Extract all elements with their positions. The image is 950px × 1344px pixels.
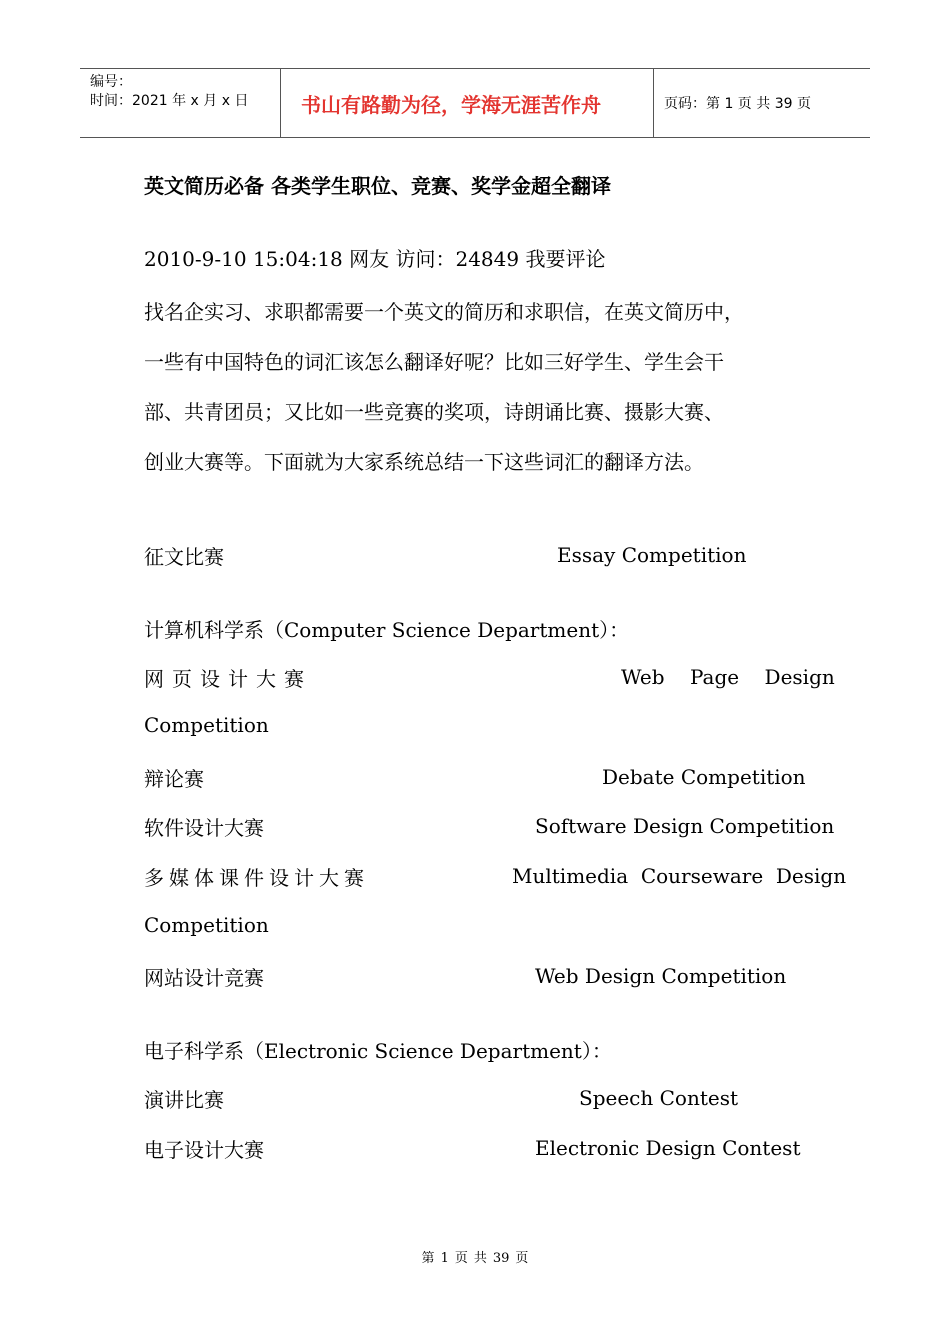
intro-line: 找名企实习、求职都需要一个英文的简历和求职信，在英文简历中， bbox=[144, 300, 744, 324]
time-label: 时间：2021 年 x 月 x 日 bbox=[90, 93, 249, 109]
web-page-en-continued: Competition bbox=[144, 713, 269, 737]
intro-paragraph bbox=[144, 287, 834, 487]
intro-line: 一些有中国特色的词汇该怎么翻译好呢？比如三好学生、学生会干 bbox=[144, 350, 724, 374]
software-zh: 软件设计大赛 bbox=[144, 816, 264, 840]
intro-line: 部、共青团员；又比如一些竞赛的奖项，诗朗诵比赛、摄影大赛、 bbox=[144, 400, 724, 424]
header-motto: 书山有路勤为径，学海无涯苦作舟 bbox=[281, 69, 654, 137]
footer-page-unit: 页 bbox=[454, 1251, 468, 1266]
speech-en: Speech Contest bbox=[579, 1086, 739, 1110]
debate-zh: 辩论赛 bbox=[144, 767, 204, 791]
cs-heading: 计算机科学系（Computer Science Department）： bbox=[144, 618, 630, 642]
multimedia-en-continued: Competition bbox=[144, 913, 269, 937]
page-header bbox=[80, 68, 870, 138]
multimedia-en: Multimedia Courseware Design bbox=[512, 864, 847, 888]
web-page-en: Web Page Design bbox=[621, 665, 835, 689]
electronic-en: Electronic Design Contest bbox=[535, 1136, 801, 1160]
footer-total: 共 bbox=[473, 1251, 487, 1266]
es-heading: 电子科学系（Electronic Science Department）： bbox=[144, 1039, 612, 1063]
header-page-info: 页码：第 1 页 共 39 页 bbox=[664, 96, 811, 112]
multimedia-zh: 多媒体课件设计大赛 bbox=[144, 866, 369, 890]
essay-zh: 征文比赛 bbox=[144, 545, 224, 569]
website-en: Web Design Competition bbox=[535, 964, 787, 988]
website-zh: 网站设计竞赛 bbox=[144, 966, 264, 990]
web-page-zh: 网页设计大赛 bbox=[144, 667, 312, 691]
number-label: 编号： bbox=[90, 74, 132, 90]
electronic-zh: 电子设计大赛 bbox=[144, 1138, 264, 1162]
header-info-cell bbox=[80, 69, 281, 137]
footer-total-unit: 页 bbox=[515, 1251, 529, 1266]
intro-line: 创业大赛等。下面就为大家系统总结一下这些词汇的翻译方法。 bbox=[144, 450, 704, 474]
article-meta: 2010-9-10 15:04:18 网友 访问：24849 我要评论 bbox=[144, 247, 606, 271]
debate-en: Debate Competition bbox=[602, 765, 806, 789]
footer-page-num: 1 bbox=[440, 1251, 449, 1266]
footer-total-num: 39 bbox=[492, 1251, 510, 1266]
essay-en: Essay Competition bbox=[557, 543, 747, 567]
footer-page: 第 bbox=[421, 1251, 435, 1266]
article-title: 英文简历必备 各类学生职位、竞赛、奖学金超全翻译 bbox=[144, 174, 611, 198]
page-footer bbox=[0, 1247, 950, 1266]
speech-zh: 演讲比赛 bbox=[144, 1088, 224, 1112]
software-en: Software Design Competition bbox=[535, 814, 835, 838]
